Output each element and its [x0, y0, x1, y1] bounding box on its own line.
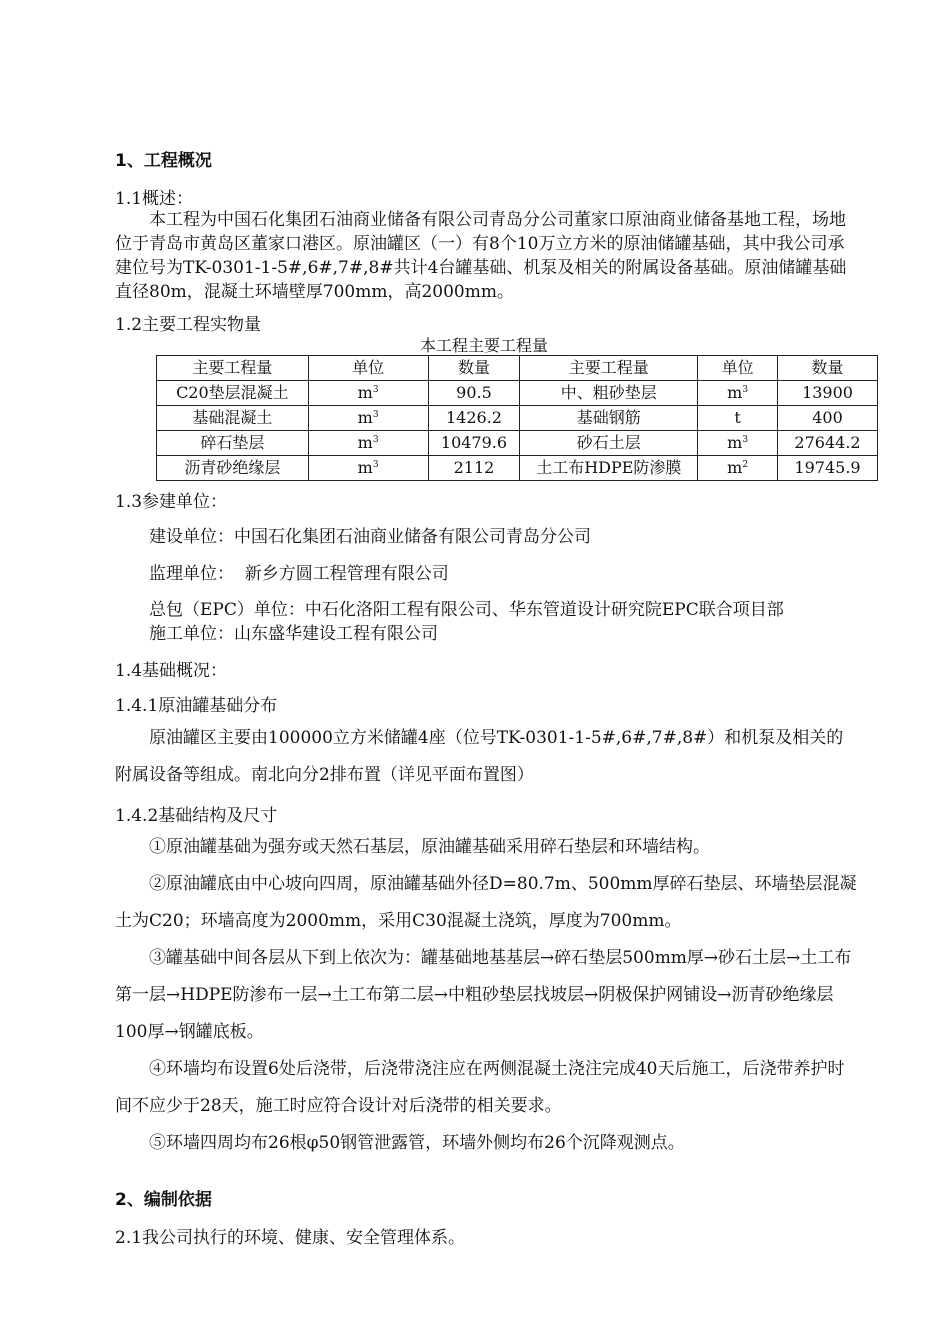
table-cell: $m^2$ [698, 456, 778, 481]
table-cell: 碎石垫层 [157, 431, 309, 456]
section-1-title: 1、工程概况 [115, 151, 212, 171]
section-1-2-title: 1.2主要工程实物量 [115, 315, 262, 335]
distribution-paragraph: 原油罐区主要由100000立方米储罐4座（位号TK-0301-1-5#,6#,7#,8#）和机泵及相关的附属设备等组成。南北向分2排布置（详见平面布置图） [115, 728, 844, 785]
contractor-unit: 施工单位：山东盛华建设工程有限公司 [149, 624, 438, 644]
table-row [157, 431, 878, 456]
section-1-4-1-title: 1.4.1原油罐基础分布 [115, 696, 278, 716]
table-cell: 90.5 [428, 381, 520, 406]
structure-item-1: ①原油罐基础为强夯或天然石基层，原油罐基础采用碎石垫层和环墙结构。 [149, 837, 710, 857]
table-caption: 本工程主要工程量 [420, 336, 549, 355]
header-cell: 单位 [308, 356, 428, 381]
header-cell: 主要工程量 [157, 356, 309, 381]
table-row [157, 381, 878, 406]
table-cell: $m^3$ [698, 431, 778, 456]
table-row [157, 456, 878, 481]
section-1-1-title: 1.1概述： [115, 189, 194, 209]
table-cell: $m^3$ [308, 406, 428, 431]
table-cell: 19745.9 [778, 456, 878, 481]
table-cell: 土工布HDPE防渗膜 [520, 456, 698, 481]
supervisor-unit: 监理单位： 新乡方圆工程管理有限公司 [149, 564, 449, 584]
table-cell: 27644.2 [778, 431, 878, 456]
table-cell: 400 [778, 406, 878, 431]
epc-unit: 总包（EPC）单位：中石化洛阳工程有限公司、华东管道设计研究院EPC联合项目部 [149, 600, 784, 620]
table-cell: C20垫层混凝土 [157, 381, 309, 406]
table-cell: $m^3$ [308, 381, 428, 406]
table-cell: 中、粗砂垫层 [520, 381, 698, 406]
table-cell: 砂石土层 [520, 431, 698, 456]
table-row [157, 406, 878, 431]
table-header-row [157, 356, 878, 381]
table-cell: $m^3$ [308, 456, 428, 481]
section-2-title: 2、编制依据 [115, 1190, 212, 1210]
table-cell: 基础钢筋 [520, 406, 698, 431]
builder-unit: 建设单位：中国石化集团石油商业储备有限公司青岛分公司 [149, 527, 591, 547]
structure-item-4: ④环墙均布设置6处后浇带，后浇带浇注应在两侧混凝土浇注完成40天后施工，后浇带养护时间不应少于28天，施工时应符合设计对后浇带的相关要求。 [115, 1059, 845, 1116]
header-cell: 数量 [428, 356, 520, 381]
table-cell: $m^3$ [698, 381, 778, 406]
table-cell: 13900 [778, 381, 878, 406]
table-cell: 1426.2 [428, 406, 520, 431]
table-cell: 10479.6 [428, 431, 520, 456]
header-cell: 主要工程量 [520, 356, 698, 381]
table-cell: 沥青砂绝缘层 [157, 456, 309, 481]
header-cell: 单位 [698, 356, 778, 381]
table-cell: t [698, 406, 778, 431]
section-2-1: 2.1我公司执行的环境、健康、安全管理体系。 [115, 1228, 466, 1248]
table-cell: 基础混凝土 [157, 406, 309, 431]
header-cell: 数量 [778, 356, 878, 381]
structure-item-3: ③罐基础中间各层从下到上依次为：罐基础地基基层→碎石垫层500mm厚→砂石土层→土工布第一层→HDPE防渗布一层→土工布第二层→中粗砂垫层找坡层→阴极保护网铺设→沥青砂绝缘层100厚→钢罐底板。 [115, 948, 852, 1042]
structure-item-5: ⑤环墙四周均布26根φ50钢管泄露管，环墙外侧均布26个沉降观测点。 [149, 1133, 685, 1153]
table-cell: 2112 [428, 456, 520, 481]
table-cell: $m^3$ [308, 431, 428, 456]
section-1-3-title: 1.3参建单位： [115, 492, 228, 512]
structure-item-2: ②原油罐底由中心坡向四周，原油罐基础外径D=80.7m、500mm厚碎石垫层、环墙垫层混凝土为C20；环墙高度为2000mm，采用C30混凝土浇筑，厚度为700mm。 [115, 874, 857, 931]
overview-paragraph: 本工程为中国石化集团石油商业储备有限公司青岛分公司董家口原油商业储备基地工程，场地位于青岛市黄岛区董家口港区。原油罐区（一）有8个10万立方米的原油储罐基础，其中我公司承建位号为TK-0301-1-5#,6#,7#,8#共计4台罐基础、机泵及相关的附属设备基础。原油储罐基础直径80m，混凝土环墙壁厚700mm，高2000mm。 [115, 210, 847, 302]
section-1-4-2-title: 1.4.2基础结构及尺寸 [115, 806, 278, 826]
quantity-table [156, 355, 878, 481]
section-1-4-title: 1.4基础概况： [115, 661, 228, 681]
